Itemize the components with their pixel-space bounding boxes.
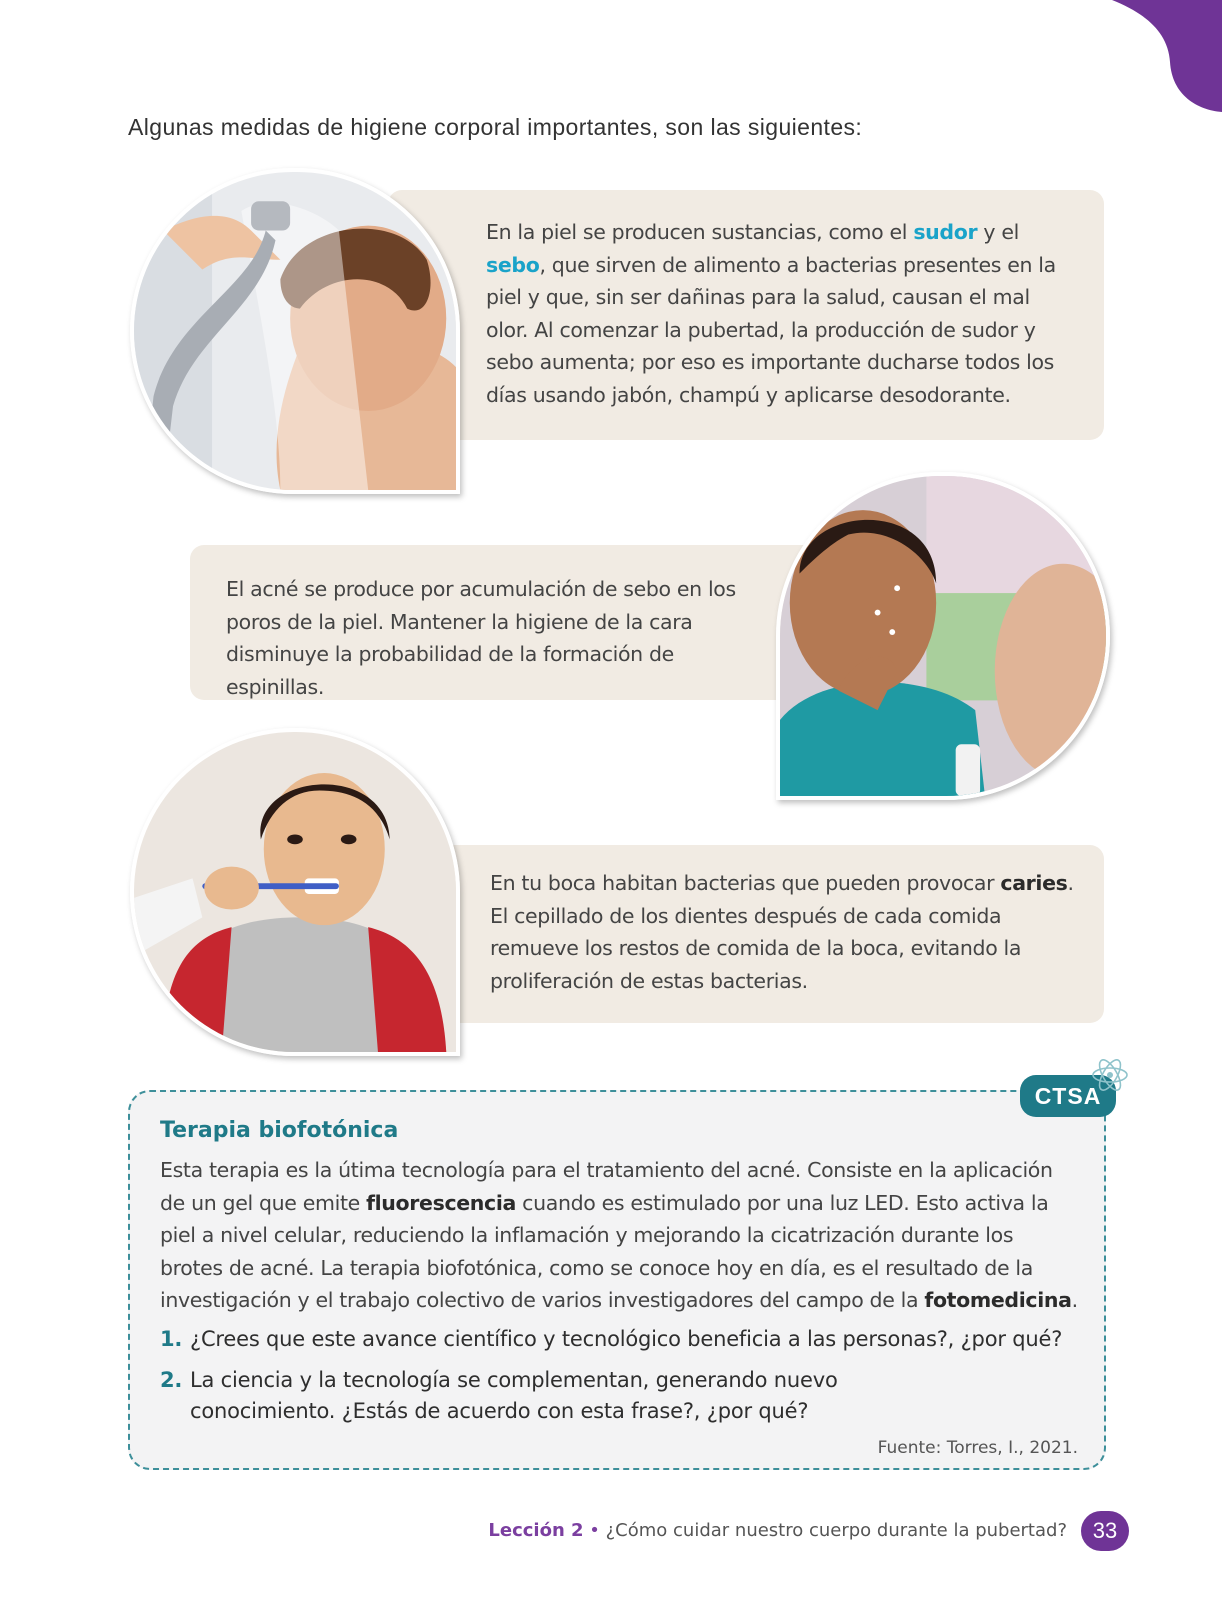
atom-icon	[1090, 1055, 1130, 1095]
question-text: La ciencia y la tecnología se complementan, generando nuevo conocimiento. ¿Estás de acuerdo con esta frase?, ¿por qué?	[190, 1368, 838, 1423]
acne-photo	[776, 472, 1110, 800]
ctsa-box	[128, 1090, 1106, 1470]
keyword-fluorescencia: fluorescencia	[366, 1190, 517, 1215]
keyword-sebo: sebo	[486, 252, 540, 277]
source-citation: Fuente: Torres, I., 2021.	[877, 1438, 1078, 1458]
question-1	[160, 1324, 1080, 1355]
question-number: 1.	[160, 1327, 183, 1351]
page-number: 33	[1081, 1511, 1129, 1551]
question-text: ¿Crees que este avance científico y tecnológico beneficia a las personas?, ¿por qué?	[190, 1327, 1063, 1351]
shower-photo	[130, 168, 460, 494]
acne-text: El acné se produce por acumulación de sebo en los poros de la piel. Mantener la higiene de la cara disminuye la probabilidad de la formación de espinillas.	[226, 577, 736, 699]
keyword-fotomedicina: fotomedicina	[924, 1288, 1072, 1312]
toothbrush-photo	[130, 728, 460, 1056]
question-2	[160, 1365, 960, 1427]
acne-card	[190, 545, 830, 700]
shower-text: En la piel se producen sustancias, como el sudor y el sebo, que sirven de alimento a bacterias presentes en la piel y que, sin ser dañinas para la salud, causan el mal olor. Al comenzar la pubertad, la producción de sudor y sebo aumenta; por eso es importante ducharse todos los días usando jabón, champú y aplicarse desodorante.	[486, 220, 1056, 407]
teeth-text: En tu boca habitan bacterias que pueden provocar caries. El cepillado de los dientes después de cada comida remueve los restos de comida de la boca, evitando la proliferación de estas bacterias.	[490, 871, 1074, 993]
shower-card	[388, 190, 1104, 440]
keyword-sudor: sudor	[913, 220, 978, 244]
ctsa-body: Esta terapia es la útima tecnología para el tratamiento del acné. Consiste en la aplicación de un gel que emite fluorescencia cuando es estimulado por una luz LED. Esto activa la piel a nivel celular, reduciendo la inflamación y mejorando la cicatrización durante los brotes de acné. La terapia biofotónica, como se conoce hoy en día, es el resultado de la investigación y el trabajo colectivo de varios investigadores del campo de la fotomedicina.	[160, 1158, 1078, 1312]
question-number: 2.	[160, 1368, 183, 1392]
keyword-caries: caries	[1000, 871, 1068, 895]
ctsa-badge: CTSA	[1020, 1075, 1116, 1117]
lesson-title: ¿Cómo cuidar nuestro cuerpo durante la pubertad?	[605, 1520, 1067, 1541]
lesson-label: Lección 2	[488, 1520, 584, 1541]
teeth-card	[388, 845, 1104, 1023]
intro-text: Algunas medidas de higiene corporal importantes, son las siguientes:	[128, 114, 863, 140]
footer: Lección 2 • ¿Cómo cuidar nuestro cuerpo durante la pubertad?	[488, 1520, 1067, 1541]
ctsa-title: Terapia biofotónica	[160, 1118, 399, 1143]
corner-decoration	[1112, 0, 1222, 112]
